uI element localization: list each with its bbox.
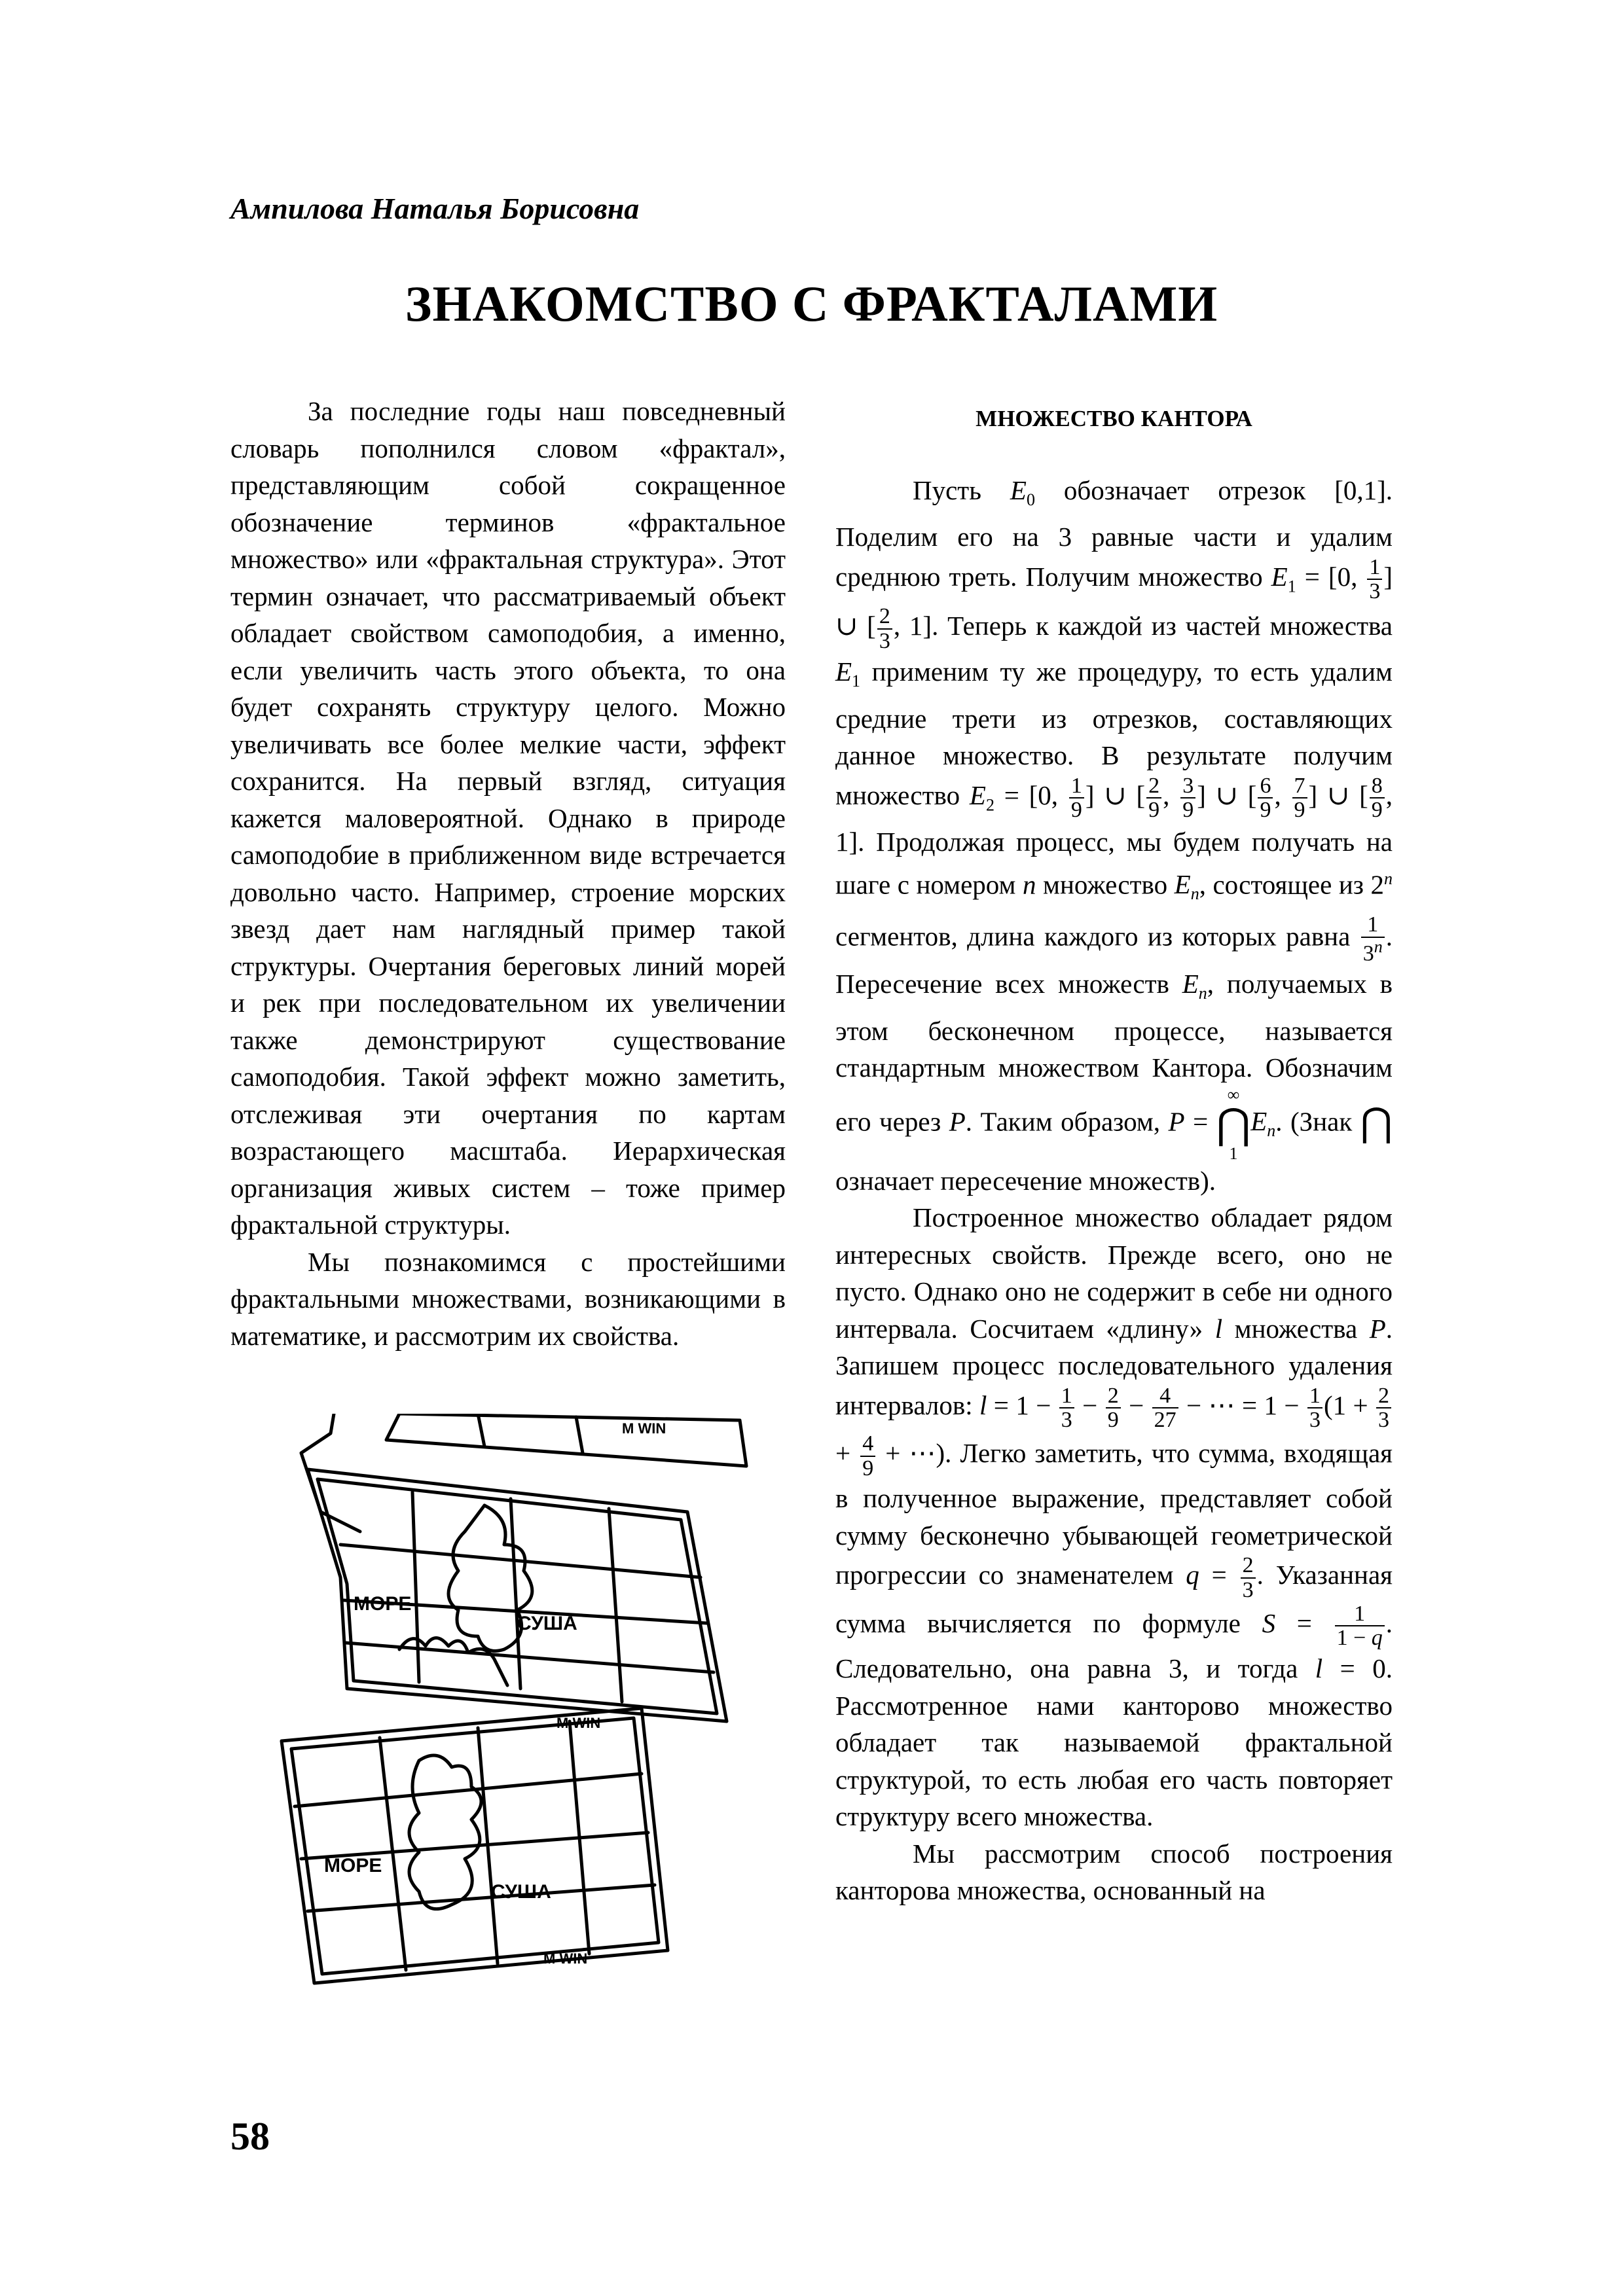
scale-mark-middle: M WIN	[556, 1715, 601, 1731]
right-column	[835, 393, 1393, 1909]
intro-paragraph-2: Мы познакомимся с простейшими фрактальными множествами, возникающими в математике, и рассмотрим их свойства.	[230, 1246, 786, 1351]
label-land-bottom: СУША	[491, 1881, 551, 1903]
scale-mark-bottom: M WIN	[543, 1950, 588, 1967]
intro-paragraph: За последние годы наш повседневный словарь пополнился словом «фрактал», представляющим собой сокращенное обозначение терминов «фрактальное множество» или «фрактальная структура». Этот термин означает, что рассматриваемый объект обладает свойством самоподобия, а именно, если увеличить часть этого объекта, то она будет сохранять структуру целого. Можно увеличивать все более мелкие части, эффект сохранится. На первый взгляд, ситуация кажется маловероятной. Однако в природе самоподобие в приближенном виде встречается довольно часто. Например, строение морских звезд дает нам наглядный пример такой структуры. Очертания береговых линий морей и рек при последовательном их увеличении также демонстрируют существование самоподобия. Такой эффект можно заметить, отслеживая эти очертания по картам возрастающего масштаба. Иерархическая организация живых систем – тоже пример фрактальной структуры.	[230, 396, 786, 1240]
map-illustration	[268, 1414, 766, 1996]
cantor-properties: Построенное множество обладает рядом интересных свойств. Прежде всего, оно не пусто. Однако оно не содержит в себе ни одного интервала. Сосчитаем «длину» l множества P. Запишем процесс последовательного удаления интервалов: l = 1 − $\frac{1}{3}$ − $\frac{2}{9}$ − $\frac{4}{27}$ − ⋯ = 1 − $\frac{1}{3}$ (1 + $\frac{2}{3}$ + $\frac{4}{9}$ + ⋯). Легко заметить, что сумма, входящая в полученное выражение, представляет собой сумму бесконечно убывающей геометрической прогрессии со знаменателем q = $\frac{2}{3}$ . Указанная сумма вычисляется по формуле S = $\frac{1}{1 - q}$ . Следовательно, она равна 3, и тогда l = 0. Рассмотренное нами канторово множество обладает так называемой фрактальной структурой, то есть любая его часть повторяет структуру всего множества.	[835, 1202, 1393, 1832]
label-land-top: СУША	[517, 1613, 577, 1634]
article-title: ЗНАКОМСТВО С ФРАКТАЛАМИ	[405, 276, 1218, 332]
left-column	[230, 393, 786, 1354]
cantor-construction: Мы рассмотрим способ построения канторова множества, основанный на	[835, 1838, 1393, 1906]
page-number: 58	[230, 2115, 270, 2158]
scale-mark-top: M WIN	[622, 1420, 666, 1437]
label-sea-top: МОРЕ	[354, 1593, 412, 1615]
author-name: Ампилова Наталья Борисовна	[230, 192, 640, 225]
label-sea-bottom: МОРЕ	[324, 1855, 382, 1876]
cantor-definition: Пусть $E_0$ обозначает отрезок [0,1]. Поделим его на 3 равные части и удалим среднюю треть. Получим множество $E_1 = [0$, $\frac{1}{3}$ ] ∪ [ $\frac{2}{3}$ , 1]. Теперь к каждой из частей множества $E_1$ применим ту же процедуру, то есть удалим средние трети из отрезков, составляющих данное множество. В результате получим множество $E_2 = [0$, $\frac{1}{9}$ ] ∪ [ $\frac{2}{9}$ , $\frac{3}{9}$ ] ∪ [ $\frac{6}{9}$ , $\frac{7}{9}$ ] ∪ [ $\frac{8}{9}$ , 1]. Продолжая процесс, мы будем получать на шаге с номером n множество $E_n$, состоящее из 2$^n$ сегментов, длина каждого из которых равна $\frac{1}{3^n}$ . Пересечение всех множеств $E_n$, получаемых в этом бесконечном процессе, называется стандартным множеством Кантора. Обозначим его через P. Таким образом, P = ∞ ⋂ $1E_n$. (Знак ⋂ означает пересечение множеств).	[835, 475, 1393, 1196]
section-title: МНОЖЕСТВО КАНТОРА	[976, 406, 1252, 431]
